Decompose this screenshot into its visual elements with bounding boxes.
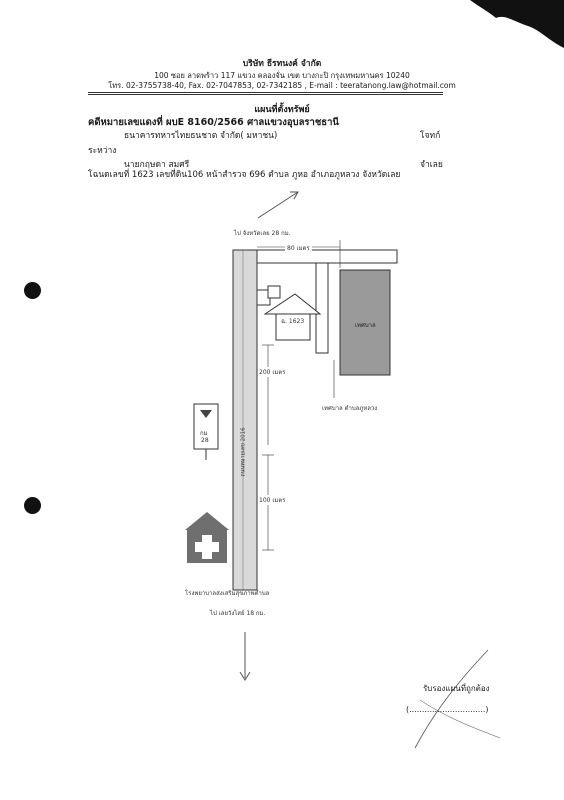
plaintiff-role: โจทก์ [420, 131, 441, 141]
deed-info: โฉนดเลขที่ 1623 เลขที่ดิน106 หน้าสำรวจ 696 ตำบล ภูหอ อำเภอภูหลวง จังหวัดเลย [88, 170, 401, 180]
hospital-label: โรงพยาบาลส่งเสริมสุขภาพตำบล [185, 590, 270, 597]
km-sign-top: กม [200, 430, 208, 437]
defendant-role: จำเลย [420, 160, 443, 170]
plaintiff-name: ธนาคารทหารไทยธนชาต จำกัด( มหาชน) [124, 131, 278, 141]
company-name: บริษัท ธีรทนงค์ จำกัด [242, 59, 322, 69]
building-label: เทศบาล [355, 322, 376, 329]
plot-label: ฉ. 1623 [281, 318, 305, 325]
between-label: ระหว่าง [88, 146, 117, 156]
north-destination-label: ไป จังหวัดเลย 28 กม. [234, 230, 291, 237]
north-arrow-icon [258, 192, 298, 218]
office-label: เทศบาล ตำบลภูหลวง [322, 405, 378, 412]
km-sign-number: 28 [201, 437, 209, 444]
certify-text: รับรองแผนที่ถูกต้อง [423, 684, 490, 693]
signature-line: (..............................) [406, 705, 489, 714]
road-name-label: ถนนหมายเลข 2016 [240, 427, 247, 477]
mid-distance-label: 200 เมตร [259, 369, 286, 376]
case-number: คดีหมายเลขแดงที่ ผบE 8160/2566 ศาลแขวงอุบลราชธานี [88, 117, 339, 128]
side-lane [316, 263, 328, 353]
document-title: แผนที่ตั้งทรัพย์ [254, 105, 310, 115]
hospital-icon [185, 512, 229, 563]
top-distance-label: 80 เมตร [287, 245, 310, 252]
lower-distance-label: 100 เมตร [259, 497, 286, 504]
south-arrow-icon [240, 632, 250, 680]
south-destination-label: ไป เลยวังไสย์ 18 กม. [210, 610, 266, 617]
main-road [233, 250, 257, 590]
top-road [257, 250, 397, 263]
small-lane-box [268, 286, 280, 298]
signature-mark [415, 650, 500, 748]
company-address: 100 ซอย ลาดพร้าว 117 แขวง คลองจั่น เขต บางกะปิ กรุงเทพมหานคร 10240 [154, 71, 410, 80]
defendant-name: นายกฤษดา สมศรี [124, 160, 190, 170]
company-contact: โทร. 02-3755738-40, Fax. 02-7047853, 02-7342185 , E-mail : teeratanong.law@hotmail.com [108, 81, 456, 90]
